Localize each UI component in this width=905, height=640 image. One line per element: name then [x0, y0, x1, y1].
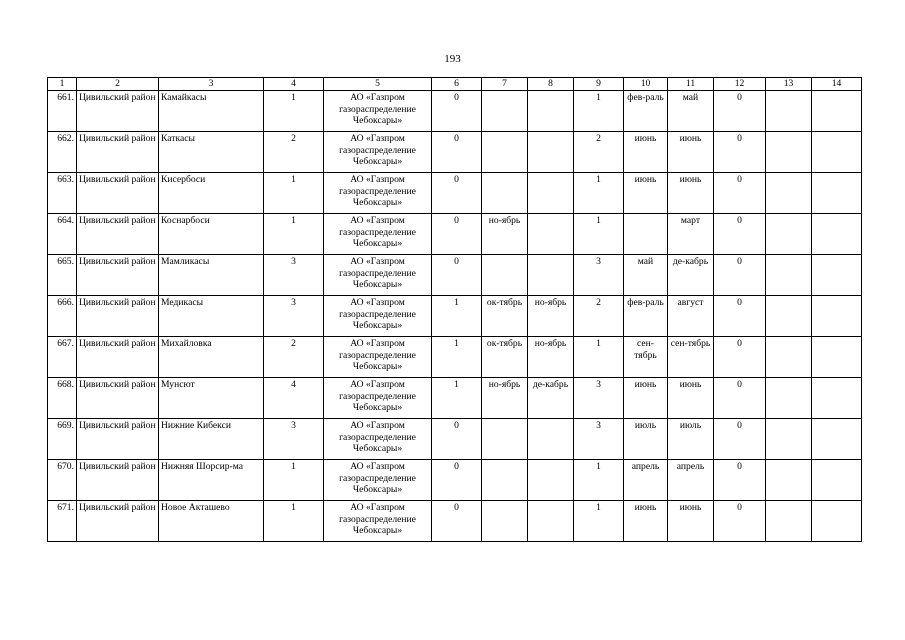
settlement-cell: Михайловка: [159, 337, 264, 378]
col8-cell: [528, 460, 574, 501]
settlement-cell: Мамликасы: [159, 255, 264, 296]
col6-cell: 1: [432, 296, 482, 337]
column-header: 10: [624, 78, 668, 91]
col11-cell: июнь: [668, 173, 714, 214]
col8-cell: [528, 255, 574, 296]
col4-cell: 1: [264, 173, 324, 214]
col4-cell: 3: [264, 419, 324, 460]
col10-cell: фев-раль: [624, 91, 668, 132]
col4-cell: 3: [264, 255, 324, 296]
table-body: [48, 91, 862, 542]
row-number: 669.: [48, 419, 77, 460]
col4-cell: 4: [264, 378, 324, 419]
col14-cell: [812, 501, 862, 542]
col10-cell: июнь: [624, 132, 668, 173]
col14-cell: [812, 460, 862, 501]
table-row: [48, 460, 862, 501]
row-number: 671.: [48, 501, 77, 542]
col8-cell: [528, 91, 574, 132]
col11-cell: апрель: [668, 460, 714, 501]
col13-cell: [766, 378, 812, 419]
col8-cell: но-ябрь: [528, 337, 574, 378]
district-cell: Цивильский район: [77, 460, 159, 501]
col7-cell: [482, 419, 528, 460]
col12-cell: 0: [714, 296, 766, 337]
col10-cell: июнь: [624, 173, 668, 214]
col12-cell: 0: [714, 419, 766, 460]
col8-cell: [528, 173, 574, 214]
settlement-cell: Кисербоси: [159, 173, 264, 214]
table-row: [48, 255, 862, 296]
col4-cell: 1: [264, 214, 324, 255]
col12-cell: 0: [714, 501, 766, 542]
row-number: 662.: [48, 132, 77, 173]
col8-cell: [528, 501, 574, 542]
col7-cell: ок-тябрь: [482, 296, 528, 337]
district-cell: Цивильский район: [77, 255, 159, 296]
row-number: 670.: [48, 460, 77, 501]
col9-cell: 3: [574, 378, 624, 419]
col12-cell: 0: [714, 132, 766, 173]
district-cell: Цивильский район: [77, 214, 159, 255]
district-cell: Цивильский район: [77, 132, 159, 173]
column-header: 4: [264, 78, 324, 91]
organization-cell: АО «Газпром газораспределение Чебоксары»: [324, 173, 432, 214]
col7-cell: [482, 460, 528, 501]
col13-cell: [766, 132, 812, 173]
organization-cell: АО «Газпром газораспределение Чебоксары»: [324, 501, 432, 542]
col13-cell: [766, 255, 812, 296]
col9-cell: 3: [574, 255, 624, 296]
table-row: [48, 419, 862, 460]
header-row: [48, 78, 862, 91]
col12-cell: 0: [714, 460, 766, 501]
col10-cell: сен-тябрь: [624, 337, 668, 378]
col10-cell: июль: [624, 419, 668, 460]
col6-cell: 0: [432, 214, 482, 255]
col9-cell: 1: [574, 91, 624, 132]
table-row: [48, 173, 862, 214]
organization-cell: АО «Газпром газораспределение Чебоксары»: [324, 91, 432, 132]
settlement-cell: Медикасы: [159, 296, 264, 337]
col13-cell: [766, 419, 812, 460]
district-cell: Цивильский район: [77, 378, 159, 419]
column-header: 3: [159, 78, 264, 91]
col6-cell: 1: [432, 378, 482, 419]
district-cell: Цивильский район: [77, 501, 159, 542]
col10-cell: июнь: [624, 378, 668, 419]
col13-cell: [766, 214, 812, 255]
col8-cell: но-ябрь: [528, 296, 574, 337]
column-header: 7: [482, 78, 528, 91]
column-header: 9: [574, 78, 624, 91]
col13-cell: [766, 460, 812, 501]
col10-cell: фев-раль: [624, 296, 668, 337]
col7-cell: [482, 255, 528, 296]
col6-cell: 0: [432, 91, 482, 132]
col9-cell: 2: [574, 296, 624, 337]
gasification-table: [47, 77, 862, 542]
settlement-cell: Нижние Кибекси: [159, 419, 264, 460]
col4-cell: 1: [264, 501, 324, 542]
col12-cell: 0: [714, 173, 766, 214]
col11-cell: май: [668, 91, 714, 132]
row-number: 666.: [48, 296, 77, 337]
settlement-cell: Коснарбоси: [159, 214, 264, 255]
col6-cell: 0: [432, 419, 482, 460]
row-number: 661.: [48, 91, 77, 132]
col6-cell: 1: [432, 337, 482, 378]
table-row: [48, 501, 862, 542]
district-cell: Цивильский район: [77, 91, 159, 132]
col11-cell: август: [668, 296, 714, 337]
col11-cell: март: [668, 214, 714, 255]
row-number: 663.: [48, 173, 77, 214]
col10-cell: июнь: [624, 501, 668, 542]
col9-cell: 1: [574, 337, 624, 378]
district-cell: Цивильский район: [77, 173, 159, 214]
col14-cell: [812, 91, 862, 132]
col9-cell: 3: [574, 419, 624, 460]
table-row: [48, 214, 862, 255]
col14-cell: [812, 378, 862, 419]
table-row: [48, 296, 862, 337]
col8-cell: [528, 132, 574, 173]
organization-cell: АО «Газпром газораспределение Чебоксары»: [324, 460, 432, 501]
col7-cell: но-ябрь: [482, 378, 528, 419]
col6-cell: 0: [432, 501, 482, 542]
col12-cell: 0: [714, 91, 766, 132]
settlement-cell: Новое Акташево: [159, 501, 264, 542]
col14-cell: [812, 173, 862, 214]
row-number: 668.: [48, 378, 77, 419]
column-header: 1: [48, 78, 77, 91]
col7-cell: [482, 91, 528, 132]
col12-cell: 0: [714, 337, 766, 378]
col10-cell: апрель: [624, 460, 668, 501]
col8-cell: [528, 419, 574, 460]
page-number: 193: [444, 53, 461, 65]
col9-cell: 1: [574, 214, 624, 255]
settlement-cell: Камайкасы: [159, 91, 264, 132]
settlement-cell: Каткасы: [159, 132, 264, 173]
col9-cell: 2: [574, 132, 624, 173]
col13-cell: [766, 296, 812, 337]
col11-cell: де-кабрь: [668, 255, 714, 296]
col11-cell: июнь: [668, 132, 714, 173]
col11-cell: июнь: [668, 378, 714, 419]
col6-cell: 0: [432, 132, 482, 173]
col11-cell: июль: [668, 419, 714, 460]
col12-cell: 0: [714, 378, 766, 419]
column-header: 5: [324, 78, 432, 91]
col10-cell: май: [624, 255, 668, 296]
organization-cell: АО «Газпром газораспределение Чебоксары»: [324, 378, 432, 419]
col14-cell: [812, 337, 862, 378]
col14-cell: [812, 255, 862, 296]
table-row: [48, 132, 862, 173]
col14-cell: [812, 214, 862, 255]
col4-cell: 1: [264, 460, 324, 501]
column-header: 8: [528, 78, 574, 91]
settlement-cell: Нижняя Шорсир-ма: [159, 460, 264, 501]
column-header: 12: [714, 78, 766, 91]
column-header: 14: [812, 78, 862, 91]
col11-cell: сен-тябрь: [668, 337, 714, 378]
col9-cell: 1: [574, 501, 624, 542]
organization-cell: АО «Газпром газораспределение Чебоксары»: [324, 419, 432, 460]
col8-cell: [528, 214, 574, 255]
column-header: 13: [766, 78, 812, 91]
col14-cell: [812, 296, 862, 337]
col12-cell: 0: [714, 214, 766, 255]
col7-cell: [482, 132, 528, 173]
col9-cell: 1: [574, 173, 624, 214]
col13-cell: [766, 173, 812, 214]
col7-cell: ок-тябрь: [482, 337, 528, 378]
organization-cell: АО «Газпром газораспределение Чебоксары»: [324, 255, 432, 296]
col9-cell: 1: [574, 460, 624, 501]
col10-cell: [624, 214, 668, 255]
col4-cell: 3: [264, 296, 324, 337]
table-row: [48, 337, 862, 378]
col14-cell: [812, 419, 862, 460]
table-row: [48, 91, 862, 132]
district-cell: Цивильский район: [77, 337, 159, 378]
column-header: 6: [432, 78, 482, 91]
district-cell: Цивильский район: [77, 296, 159, 337]
col6-cell: 0: [432, 255, 482, 296]
organization-cell: АО «Газпром газораспределение Чебоксары»: [324, 132, 432, 173]
col4-cell: 2: [264, 132, 324, 173]
col11-cell: июнь: [668, 501, 714, 542]
organization-cell: АО «Газпром газораспределение Чебоксары»: [324, 296, 432, 337]
col14-cell: [812, 132, 862, 173]
organization-cell: АО «Газпром газораспределение Чебоксары»: [324, 214, 432, 255]
col13-cell: [766, 91, 812, 132]
col8-cell: де-кабрь: [528, 378, 574, 419]
row-number: 664.: [48, 214, 77, 255]
col7-cell: [482, 501, 528, 542]
row-number: 665.: [48, 255, 77, 296]
col4-cell: 2: [264, 337, 324, 378]
col13-cell: [766, 501, 812, 542]
table-header: [48, 78, 862, 91]
col6-cell: 0: [432, 173, 482, 214]
col7-cell: [482, 173, 528, 214]
district-cell: Цивильский район: [77, 419, 159, 460]
col13-cell: [766, 337, 812, 378]
row-number: 667.: [48, 337, 77, 378]
settlement-cell: Мунсют: [159, 378, 264, 419]
column-header: 2: [77, 78, 159, 91]
col7-cell: но-ябрь: [482, 214, 528, 255]
organization-cell: АО «Газпром газораспределение Чебоксары»: [324, 337, 432, 378]
col12-cell: 0: [714, 255, 766, 296]
col4-cell: 1: [264, 91, 324, 132]
table-row: [48, 378, 862, 419]
col6-cell: 0: [432, 460, 482, 501]
column-header: 11: [668, 78, 714, 91]
